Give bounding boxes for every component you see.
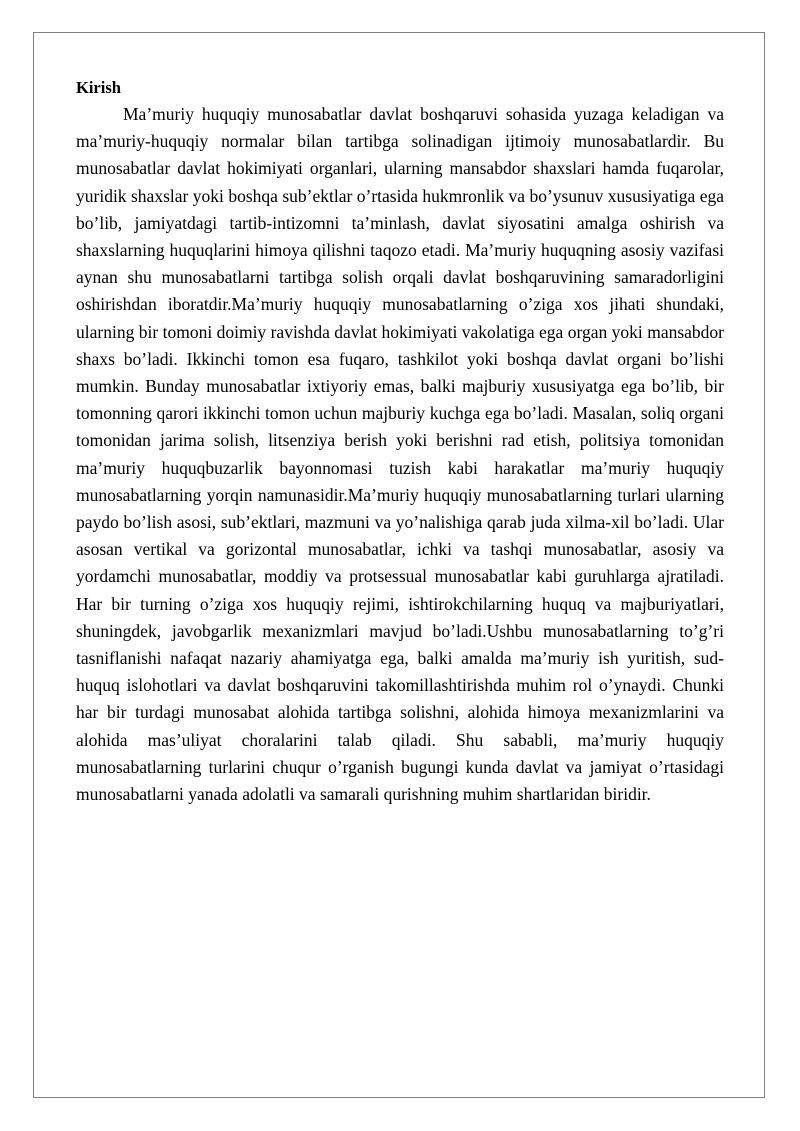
body-paragraph: Ma’muriy huquqiy munosabatlar davlat boshqaruvi sohasida yuzaga keladigan va ma’muriy-huquqiy normalar bilan tartibga solinadigan ijtimoiy munosabatlardir. Bu munosabatlar davlat hokimiyati organlari, ularning mansabdor shaxslari hamda fuqarolar, yuridik shaxslar yoki boshqa sub’ektlar o’rtasida hukmronlik va bo’ysunuv xususiyatiga ega bo’lib, jamiyatdagi tartib-intizomni ta’minlash, davlat siyosatini amalga oshirish va shaxslarning huquqlarini himoya qilishni taqozo etadi. Ma’muriy huquqning asosiy vazifasi aynan shu munosabatlarni tartibga solish orqali davlat boshqaruvining samaradorligini oshirishdan iboratdir.Ma’muriy huquqiy munosabatlarning o’ziga xos jihati shundaki, ularning bir tomoni doimiy ravishda davlat hokimiyati vakolatiga ega organ yoki mansabdor shaxs bo’ladi. Ikkinchi tomon esa fuqaro, tashkilot yoki boshqa davlat organi bo’lishi mumkin. Bunday munosabatlar ixtiyoriy emas, balki majburiy xususiyatga ega bo’lib, bir tomonning qarori ikkinchi tomon uchun majburiy kuchga ega bo’ladi. Masalan, soliq organi tomonidan jarima solish, litsenziya berish yoki berishni rad etish, politsiya tomonidan ma’muriy huquqbuzarlik bayonnomasi tuzish kabi harakatlar ma’muriy huquqiy munosabatlarning yorqin namunasidir.Ma’muriy huquqiy munosabatlarning turlari ularning paydo bo’lish asosi, sub’ektlari, mazmuni va yo’nalishiga qarab juda xilma-xil bo’ladi. Ular asosan vertikal va gorizontal munosabatlar, ichki va tashqi munosabatlar, asosiy va yordamchi munosabatlar, moddiy va protsessual munosabatlar kabi guruhlarga ajratiladi. Har bir turning o’ziga xos huquqiy rejimi, ishtirokchilarning huquq va majburiyatlari, shuningdek, javobgarlik mexanizmlari mavjud bo’ladi.Ushbu munosabatlarning to’g’ri tasniflanishi nafaqat nazariy ahamiyatga ega, balki amalda ma’muriy ish yuritish, sud-huquq islohotlari va davlat boshqaruvini takomillashtirishda muhim rol o’ynaydi. Chunki har bir turdagi munosabat alohida tartibga solishni, alohida himoya mexanizmlarini va alohida mas’uliyat choralarini talab qiladi. Shu sababli, ma’muriy huquqiy munosabatlarning turlarini chuqur o’rganish bugungi kunda davlat va jamiyat o’rtasidagi munosabatlarni yanada adolatli va samarali qurishning muhim shartlaridan biridir.	[76, 104, 724, 805]
document-body	[76, 74, 724, 808]
section-heading: Kirish	[76, 78, 121, 97]
